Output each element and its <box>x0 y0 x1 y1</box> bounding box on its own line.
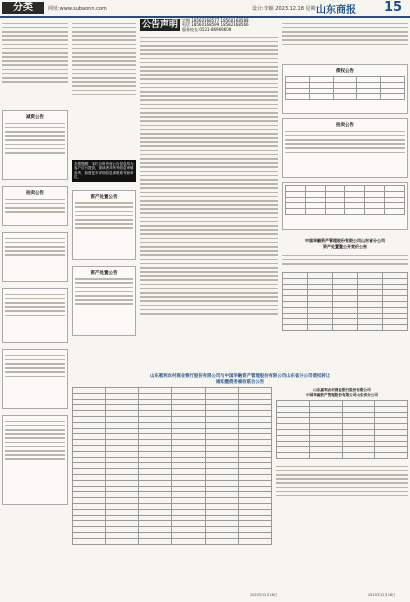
auction-table <box>285 185 405 215</box>
section-tag: 分类 <box>2 2 44 14</box>
joint-notice-parties: 山东惠利农村商业银行股份有限公司 中国华融资产管理股份有限公司山东省分公司 <box>306 388 378 397</box>
huarong-disposal-title: 中国华融资产管理股份有限公司山东省分公司 资产处置暨公开竞价公告 <box>305 238 385 249</box>
contact-line: 服务校长:0531-86969609 <box>182 26 232 32</box>
masthead: 山东商报 <box>316 5 356 16</box>
huarong-asset-table <box>282 272 408 331</box>
ad-contacts <box>182 19 278 32</box>
notice-box-plain-3 <box>2 349 68 409</box>
date-left: 2023年12月18日 <box>250 593 278 597</box>
debt-transfer-table <box>72 387 272 545</box>
debt-notice-box <box>282 64 408 114</box>
joint-notice-title: 山东惠利农村商业银行股份有限公司与中国华融资产管理股份有限公司山东省分公司债权转让 通知暨债务催收联合公告 <box>149 374 331 385</box>
issue-info: 设计:李颖 2023.12.18 星期一 <box>252 6 321 12</box>
right-column-intro <box>282 20 408 60</box>
left-column-body <box>2 20 68 100</box>
notice-box-plain-2 <box>2 288 68 343</box>
auction-notice-box <box>282 118 408 178</box>
notice-title: 拍卖公告 <box>26 191 44 196</box>
debt-transfer-table-right <box>276 400 408 459</box>
notice-title: 债权公告 <box>336 69 354 74</box>
contact-line: 电话 18560168599 18582168566 <box>182 22 249 28</box>
left-column <box>2 20 68 595</box>
notice-title: 拍卖公告 <box>336 123 354 128</box>
date-right: 2023年12月18日 <box>368 593 396 597</box>
page-number: 15 <box>384 0 403 15</box>
asset-disposal-box-a <box>72 190 136 260</box>
notice-box-reduction <box>2 110 68 180</box>
second-column-body <box>72 20 136 130</box>
reminder-notice: 友情提醒：本栏目所刊登公告信息均为客户自行提供，请读者对所刊信息审慎参考，如需更多详细信息请联系刊登单位。 <box>72 160 136 182</box>
site-url: 网址:www.subaonn.com <box>48 6 107 12</box>
bottom-joint-notice <box>72 372 408 598</box>
notice-title: 资产处置公告 <box>90 194 118 200</box>
right-column <box>282 20 408 370</box>
page-header <box>0 0 410 16</box>
notice-box-auction <box>2 186 68 226</box>
asset-disposal-box-b <box>72 266 136 336</box>
contact-line: 定期 18560168577 18560168588 <box>182 18 249 23</box>
notice-box-plain-4 <box>2 415 68 505</box>
ad-title: 公告声明 <box>141 20 178 30</box>
central-notice-list <box>140 34 278 334</box>
notice-box-plain-1 <box>2 232 68 282</box>
second-column <box>72 20 136 365</box>
notice-title: 资产处置公告 <box>90 270 118 276</box>
notice-title: 减资公告 <box>26 115 44 120</box>
right-table-box <box>282 182 408 230</box>
debt-table <box>285 76 405 100</box>
